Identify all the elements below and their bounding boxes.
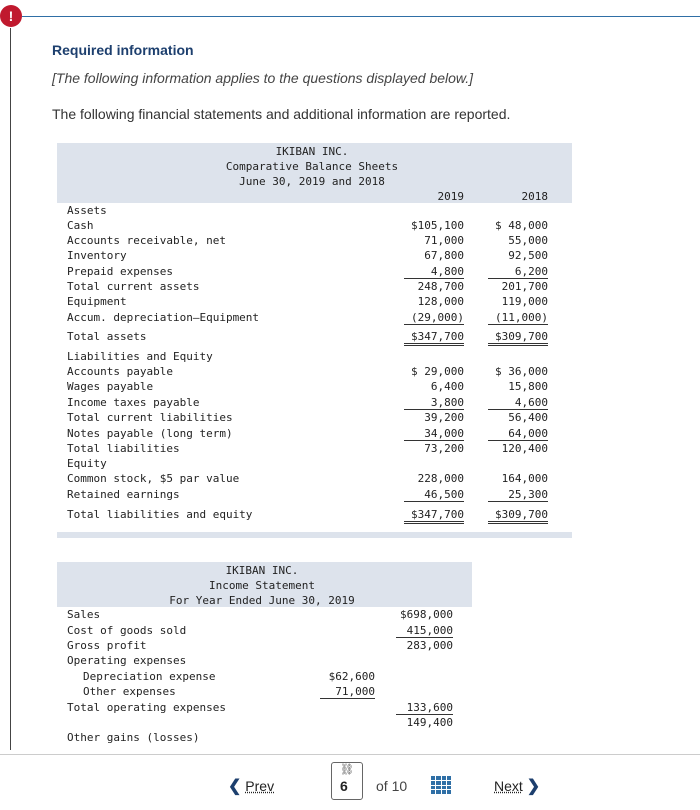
chevron-right-icon: ❯ (526, 778, 541, 795)
alert-icon: ! (0, 5, 22, 27)
is-outer-value: 149,400 (406, 716, 453, 729)
is-row-label: Operating expenses (67, 654, 187, 667)
bs-value-v2019: 6,400 (430, 380, 464, 393)
bs-row-label: Accum. depreciation—Equipment (67, 311, 260, 324)
bs-row-label: Total liabilities (67, 442, 180, 455)
is-outer-value: 133,600 (396, 701, 453, 715)
bs-row-label: Income taxes payable (67, 396, 200, 409)
is-row-label: Cost of goods sold (67, 624, 187, 637)
bs-value-v2019: 39,200 (424, 411, 464, 424)
bs-value-v2019: $ 29,000 (411, 365, 464, 378)
intro-note: [The following information applies to the questions displayed below.] (52, 70, 474, 86)
bs-value-v2019: 73,200 (424, 442, 464, 455)
is-inner-value: 71,000 (320, 685, 375, 699)
is-row-label: Gross profit (67, 639, 147, 652)
bs-value-v2018: $ 36,000 (495, 365, 548, 378)
bs-value-v2019: 228,000 (417, 472, 464, 485)
bs-row-label: Cash (67, 219, 94, 232)
bs-value-v2018: 55,000 (508, 234, 548, 247)
bs-col-2018: 2018 (521, 190, 548, 203)
is-row-label: Depreciation expense (83, 670, 216, 683)
is-period: For Year Ended June 30, 2019 (169, 594, 355, 607)
top-divider (22, 16, 700, 17)
bs-row-label: Total current liabilities (67, 411, 233, 424)
is-row-label: Sales (67, 608, 101, 621)
bs-value-v2018: 119,000 (501, 295, 548, 308)
bs-row-label: Wages payable (67, 380, 154, 393)
bs-value-v2019: $347,700 (404, 508, 464, 524)
bs-company: IKIBAN INC. (275, 145, 349, 158)
bs-col-2019: 2019 (437, 190, 464, 203)
is-row-label: Total operating expenses (67, 701, 226, 714)
bs-value-v2019: 4,800 (404, 265, 464, 279)
prev-button[interactable] (228, 776, 274, 810)
bs-row-label: Equipment (67, 295, 127, 308)
is-title: Income Statement (209, 579, 315, 592)
bs-value-v2019: 3,800 (404, 396, 464, 410)
is-company: IKIBAN INC. (225, 564, 299, 577)
bs-value-v2019: 46,500 (404, 488, 464, 502)
bs-value-v2019: 128,000 (417, 295, 464, 308)
next-button[interactable] (494, 776, 540, 810)
bs-value-v2018: 92,500 (508, 249, 548, 262)
bs-value-v2019: $105,100 (411, 219, 464, 232)
bs-row-label: Common stock, $5 par value (67, 472, 240, 485)
bs-value-v2019: 67,800 (424, 249, 464, 262)
is-outer-value: 415,000 (396, 624, 453, 638)
current-page-number: 6 (340, 778, 348, 794)
bs-value-v2018: $ 48,000 (495, 219, 548, 232)
bs-row-label: Notes payable (long term) (67, 427, 233, 440)
bs-title: Comparative Balance Sheets (225, 160, 399, 173)
bs-value-v2018: 4,600 (488, 396, 548, 410)
bs-row-label: Equity (67, 457, 107, 470)
required-info-title: Required information (52, 42, 194, 58)
bs-value-v2018: 15,800 (508, 380, 548, 393)
bs-row-label: Liabilities and Equity (67, 350, 213, 363)
bs-row-label: Total liabilities and equity (67, 508, 253, 521)
prev-label: Prev (245, 778, 275, 794)
bs-value-v2019: $347,700 (404, 330, 464, 346)
chevron-left-icon: ❮ (228, 778, 242, 795)
is-inner-value: $62,600 (328, 670, 375, 683)
nav-divider (0, 754, 700, 755)
bs-date: June 30, 2019 and 2018 (239, 175, 385, 188)
bs-value-v2018: 201,700 (501, 280, 548, 293)
bs-value-v2019: (29,000) (404, 311, 464, 325)
bs-value-v2018: 120,400 (501, 442, 548, 455)
bs-bottom-bar (57, 532, 572, 538)
bs-row-label: Prepaid expenses (67, 265, 173, 278)
bs-value-v2019: 71,000 (424, 234, 464, 247)
page-total: of 10 (376, 778, 408, 794)
bs-row-label: Total current assets (67, 280, 200, 293)
bs-row-label: Retained earnings (67, 488, 180, 501)
bs-row-label: Inventory (67, 249, 127, 262)
bs-row-label: Assets (67, 204, 107, 217)
bs-value-v2019: 34,000 (404, 427, 464, 441)
bs-value-v2018: (11,000) (488, 311, 548, 325)
bs-row-label: Total assets (67, 330, 147, 343)
bs-value-v2018: 6,200 (488, 265, 548, 279)
bs-row-label: Accounts receivable, net (67, 234, 226, 247)
bs-value-v2018: 25,300 (488, 488, 548, 502)
left-border (10, 28, 11, 750)
is-row-label: Other expenses (83, 685, 176, 698)
grid-icon[interactable] (431, 776, 451, 794)
next-label: Next (494, 778, 523, 794)
bs-value-v2019: 248,700 (417, 280, 464, 293)
is-outer-value: $698,000 (400, 608, 453, 621)
is-outer-value: 283,000 (406, 639, 453, 652)
bs-value-v2018: 56,400 (508, 411, 548, 424)
is-row-label: Other gains (losses) (67, 731, 200, 744)
bs-row-label: Accounts payable (67, 365, 173, 378)
link-icon: ⛓ (340, 764, 354, 776)
bs-value-v2018: $309,700 (488, 508, 548, 524)
intro-text: The following financial statements and additional information are reported. (52, 106, 511, 122)
bs-value-v2018: 164,000 (501, 472, 548, 485)
bs-value-v2018: $309,700 (488, 330, 548, 346)
bs-value-v2018: 64,000 (488, 427, 548, 441)
